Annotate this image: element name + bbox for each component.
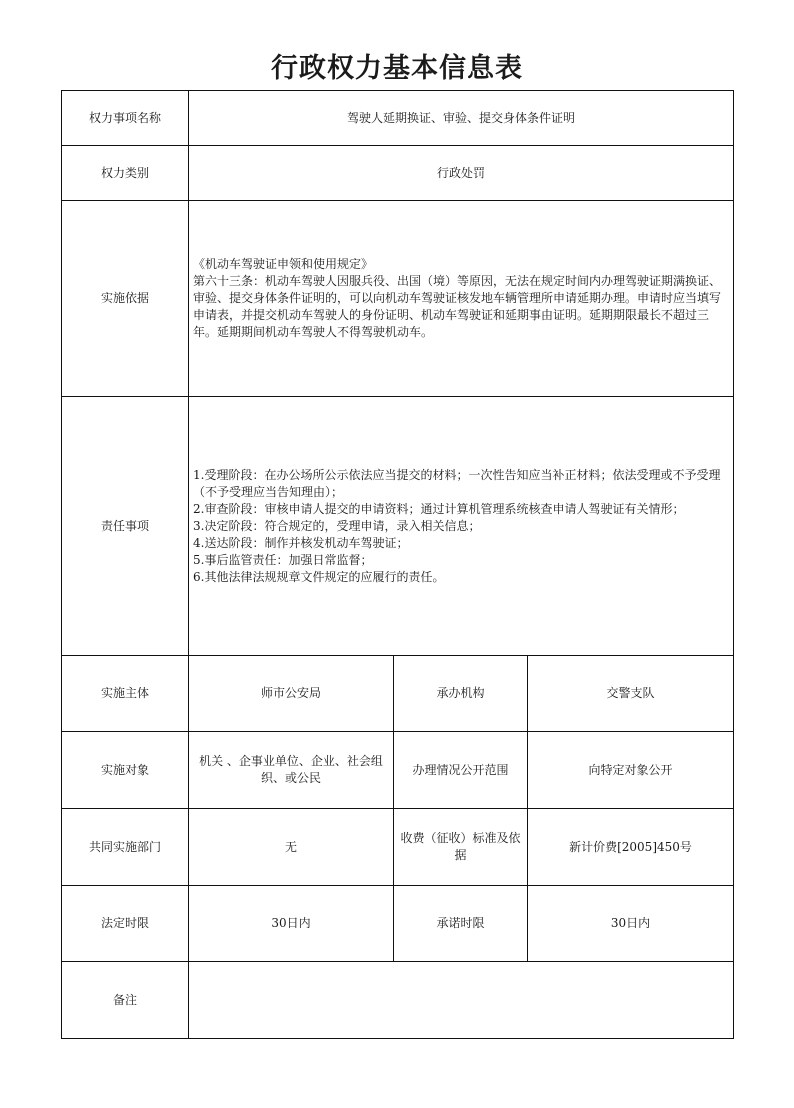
row-time-limit: [62, 886, 734, 962]
label-power-name: 权力事项名称: [62, 91, 189, 146]
value-undertaking-agency: 交警支队: [528, 656, 734, 732]
label-fee-standard: 收费（征收）标准及依据: [394, 809, 528, 886]
label-target: 实施对象: [62, 732, 189, 809]
label-joint-department: 共同实施部门: [62, 809, 189, 886]
basis-line: 第六十三条：机动车驾驶人因服兵役、出国（境）等原因，无法在规定时间内办理驾驶证期满换证、审验、提交身体条件证明的，可以向机动车驾驶证核发地车辆管理所申请延期办理。申请时应当填写申请表，并提交机动车驾驶人的身份证明、机动车驾驶证和延期事由证明。延期期限最长不超过三年。延期期间机动车驾驶人不得驾驶机动车。: [193, 274, 722, 339]
label-power-category: 权力类别: [62, 146, 189, 201]
responsibility-line: 1.受理阶段：在办公场所公示依法应当提交的材料；一次性告知应当补正材料；依法受理或不予受理（不予受理应当告知理由）；: [193, 467, 721, 499]
page-title: 行政权力基本信息表: [271, 53, 523, 84]
responsibility-line: 3.决定阶段：符合规定的，受理申请，录入相关信息；: [193, 518, 481, 533]
label-disclosure-scope: 办理情况公开范围: [394, 732, 528, 809]
label-subject: 实施主体: [62, 656, 189, 732]
row-power-category: [62, 146, 734, 201]
info-table: [61, 90, 734, 1039]
label-legal-time-limit: 法定时限: [62, 886, 189, 962]
label-responsibility: 责任事项: [62, 397, 189, 656]
label-remark: 备注: [62, 962, 189, 1039]
row-joint-department: [62, 809, 734, 886]
label-undertaking-agency: 承办机构: [394, 656, 528, 732]
row-power-name: [62, 91, 734, 146]
value-fee-standard: 新计价费[2005]450号: [528, 809, 734, 886]
responsibility-line: 4.送达阶段：制作并核发机动车驾驶证；: [193, 535, 409, 550]
row-target: [62, 732, 734, 809]
responsibility-line: 2.审查阶段：审核申请人提交的申请资料；通过计算机管理系统核查申请人驾驶证有关情形；: [193, 501, 685, 516]
value-power-name: 驾驶人延期换证、审验、提交身体条件证明: [189, 91, 734, 146]
row-subject: [62, 656, 734, 732]
value-promised-time-limit: 30日内: [528, 886, 734, 962]
value-basis: [189, 201, 734, 397]
value-subject: 师市公安局: [189, 656, 394, 732]
label-basis: 实施依据: [62, 201, 189, 397]
row-responsibility: [62, 397, 734, 656]
value-power-category: 行政处罚: [189, 146, 734, 201]
basis-line: 《机动车驾驶证申领和使用规定》: [193, 257, 374, 271]
value-disclosure-scope: 向特定对象公开: [528, 732, 734, 809]
value-remark: [189, 962, 734, 1039]
value-legal-time-limit: 30日内: [189, 886, 394, 962]
responsibility-line: 6.其他法律法规规章文件规定的应履行的责任。: [193, 569, 445, 584]
row-basis: [62, 201, 734, 397]
label-promised-time-limit: 承诺时限: [394, 886, 528, 962]
responsibility-line: 5.事后监管责任：加强日常监督；: [193, 552, 373, 567]
value-responsibility: [189, 397, 734, 656]
value-target: 机关 、企事业单位、企业、社会组织、或公民: [189, 732, 394, 809]
value-joint-department: 无: [189, 809, 394, 886]
row-remark: [62, 962, 734, 1039]
